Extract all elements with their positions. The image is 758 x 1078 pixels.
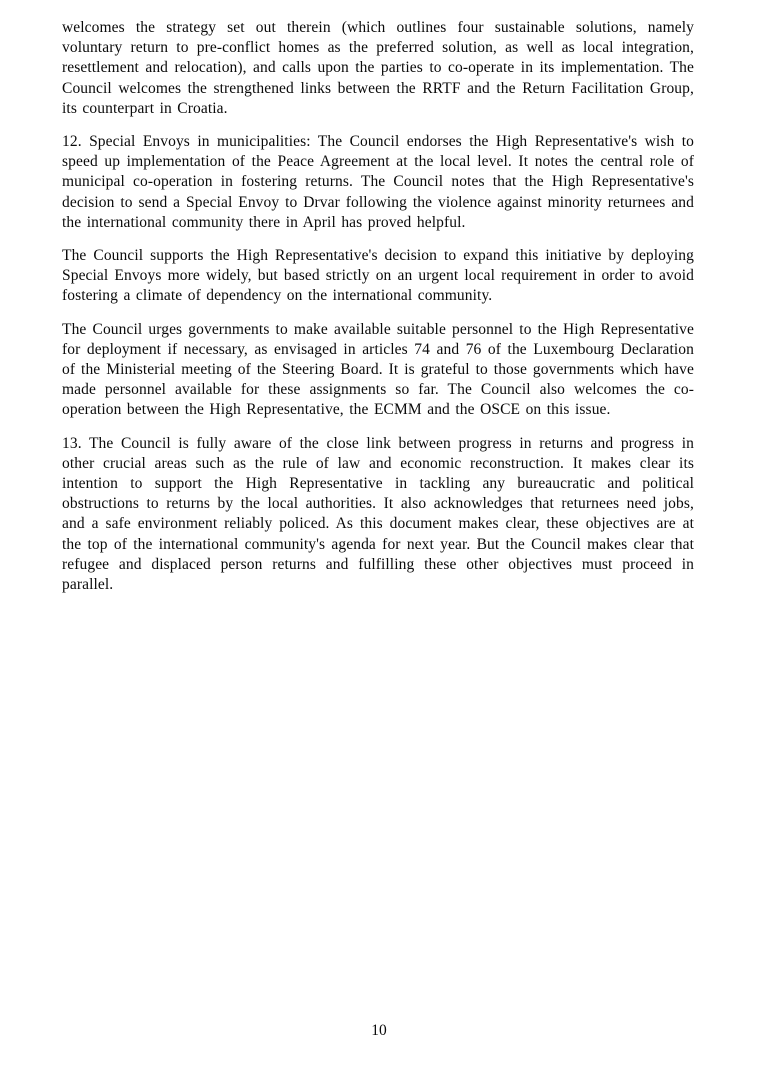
paragraph: The Council urges governments to make available suitable personnel to the High Representative for deployment if necessary, as envisaged in articles 74 and 76 of the Luxembourg Declaration of the Ministerial meeting of the Steering Board. It is grateful to those governments which have made personnel available for these assignments so far. The Council also welcomes the co-operation between the High Representative, the ECMM and the OSCE on this issue.: [62, 320, 694, 419]
paragraph: welcomes the strategy set out therein (which outlines four sustainable solutions, namely voluntary return to pre-conflict homes as the preferred solution, as well as local integration, resettlement and relocation), and calls upon the parties to co-operate in its implementation. The Council welcomes the strengthened links between the RRTF and the Return Facilitation Group, its counterpart in Croatia.: [62, 19, 694, 117]
paragraph: 12. Special Envoys in municipalities: The Council endorses the High Representative's wish to speed up implementation of the Peace Agreement at the local level. It notes the central role of municipal co-operation in fostering returns. The Council notes that the High Representative's decision to send a Special Envoy to Drvar following the violence against minority returnees and the international community there in April has proved helpful.: [62, 133, 694, 231]
page-content: [62, 18, 694, 608]
paragraph: 13. The Council is fully aware of the close link between progress in returns and progress in other crucial areas such as the rule of law and economic reconstruction. It makes clear its intention to support the High Representative in tackling any bureaucratic and political obstructions to returns by the local authorities. It also acknowledges that returnees need jobs, and a safe environment reliably policed. As this document makes clear, these objectives are at the top of the international community's agenda for next year. But the Council makes clear that refugee and displaced person returns and fulfilling these other objectives must proceed in parallel.: [62, 434, 694, 594]
page-number: 10: [371, 1022, 387, 1039]
paragraph: The Council supports the High Representative's decision to expand this initiative by deploying Special Envoys more widely, but based strictly on an urgent local requirement in order to avoid fostering a climate of dependency on the international community.: [62, 247, 694, 305]
